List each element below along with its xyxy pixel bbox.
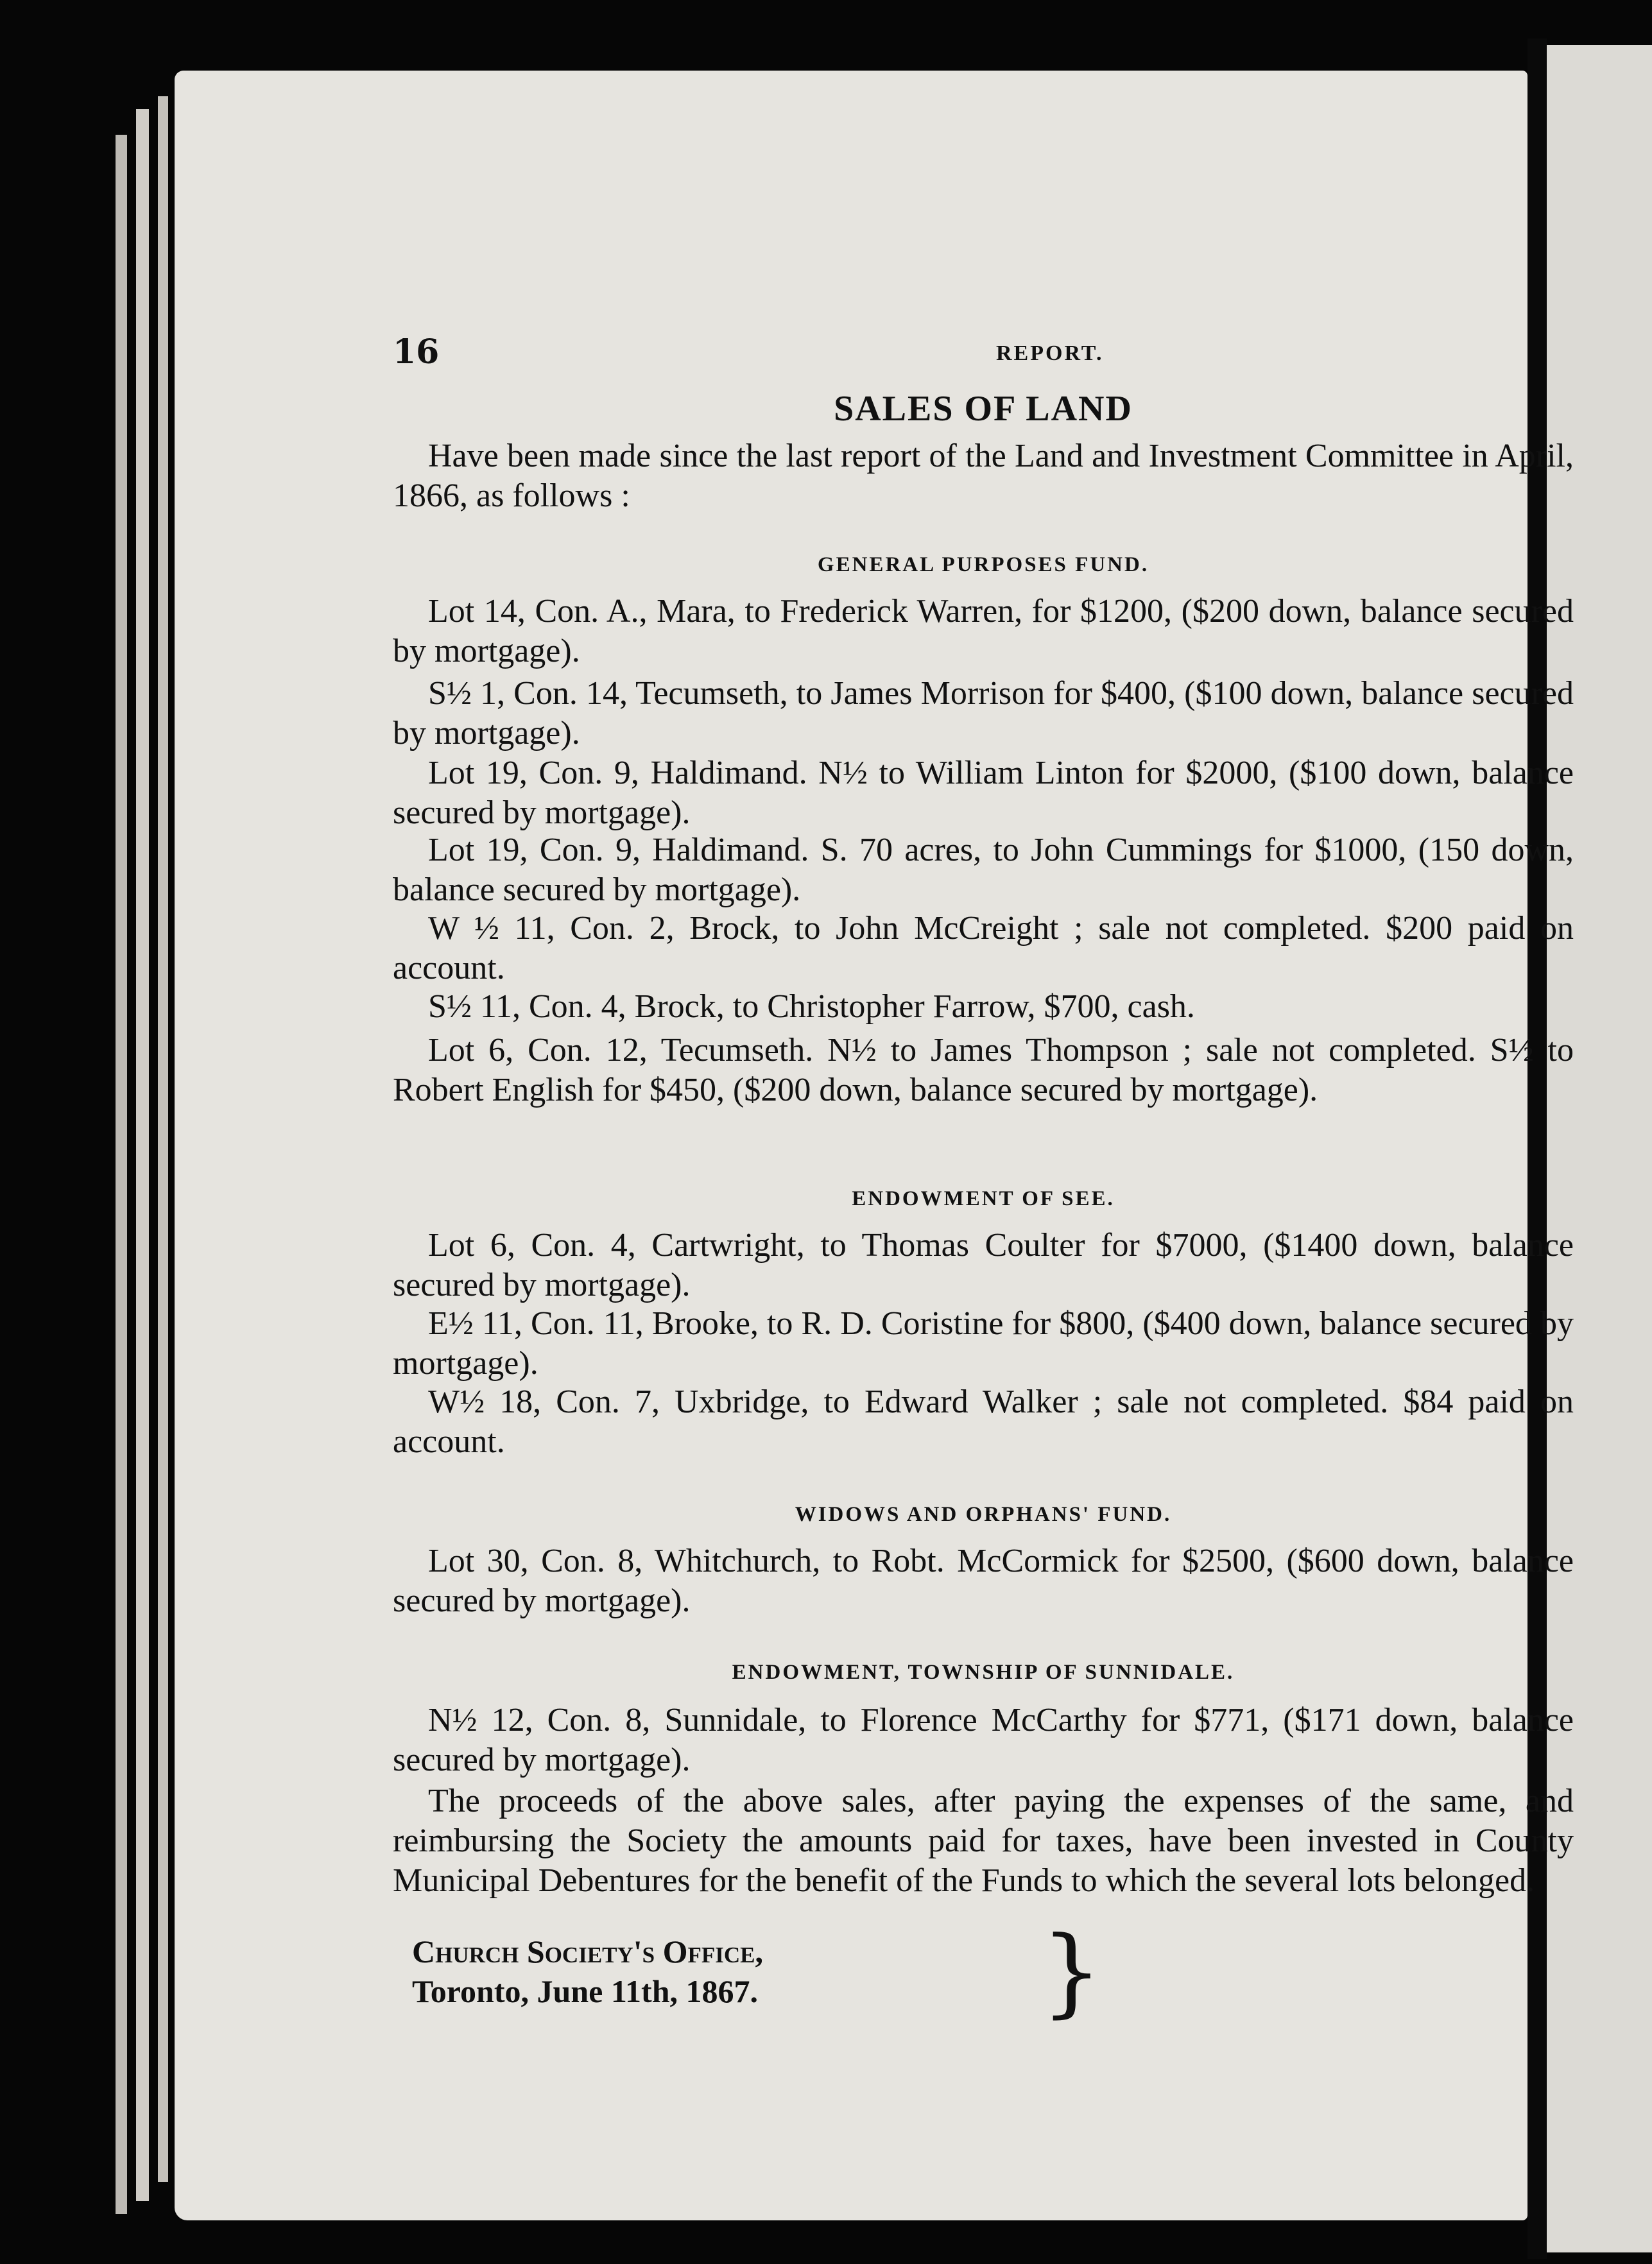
- signature-line-office: Church Society's Office,: [412, 1934, 764, 1969]
- running-head: REPORT.: [996, 341, 1104, 365]
- sale-entry: E½ 11, Con. 11, Brooke, to R. D. Coristine for $800, ($400 down, balance secured by mortgage).: [393, 1305, 1574, 1382]
- signature-line-date: Toronto, June 11th, 1867.: [412, 1973, 759, 2009]
- sale-entry: W ½ 11, Con. 2, Brock, to John McCreight ; sale not completed. $200 paid on account.: [393, 910, 1574, 986]
- sale-entry: S½ 1, Con. 14, Tecumseth, to James Morrison for $400, ($100 down, balance secured by mortgage).: [393, 675, 1574, 751]
- section-heading-endowment-of-see: ENDOWMENT OF SEE.: [852, 1187, 1115, 1210]
- page-stack-edge: [116, 135, 127, 2214]
- sale-entry: W½ 18, Con. 7, Uxbridge, to Edward Walker ; sale not completed. $84 paid on account.: [393, 1384, 1574, 1460]
- sale-entry: Lot 30, Con. 8, Whitchurch, to Robt. McCormick for $2500, ($600 down, balance secured by mortgage).: [393, 1543, 1574, 1619]
- sale-entry: N½ 12, Con. 8, Sunnidale, to Florence McCarthy for $771, ($171 down, balance secured by mortgage).: [393, 1702, 1574, 1778]
- section-heading-sunnidale: ENDOWMENT, TOWNSHIP OF SUNNIDALE.: [732, 1661, 1235, 1684]
- sale-entry: Lot 6, Con. 12, Tecumseth. N½ to James Thompson ; sale not completed. S½ to Robert English for $450, ($200 down, balance secured by mortgage).: [393, 1032, 1574, 1108]
- section-heading-widows-orphans-fund: WIDOWS AND ORPHANS' FUND.: [795, 1503, 1172, 1526]
- page-stack-edge: [158, 96, 168, 2182]
- sale-entry: Lot 14, Con. A., Mara, to Frederick Warren, for $1200, ($200 down, balance secured by mortgage).: [393, 593, 1574, 669]
- intro-paragraph: Have been made since the last report of the Land and Investment Committee in April, 1866, as follows :: [393, 438, 1574, 514]
- page-stack-edge: [136, 109, 149, 2201]
- sale-entry: Lot 19, Con. 9, Haldimand. N½ to William Linton for $2000, ($100 down, balance secured by mortgage).: [393, 755, 1574, 831]
- section-heading-general-purposes: GENERAL PURPOSES FUND.: [817, 553, 1149, 576]
- signature-block: [412, 1932, 763, 2011]
- signature-brace: }: [1041, 1916, 1103, 2028]
- page-title: SALES OF LAND: [834, 389, 1133, 429]
- closing-paragraph: The proceeds of the above sales, after paying the expenses of the same, and reimbursing the Society the amounts paid for taxes, have been invested in County Municipal Debentures for the benefit of the Funds to which the several lots belonged.: [393, 1783, 1574, 1899]
- book-page: [175, 71, 1574, 2220]
- sale-entry: S½ 11, Con. 4, Brock, to Christopher Farrow, $700, cash.: [428, 988, 1195, 1025]
- sale-entry: Lot 6, Con. 4, Cartwright, to Thomas Coulter for $7000, ($1400 down, balance secured by mortgage).: [393, 1227, 1574, 1303]
- page-number: 16: [393, 332, 440, 372]
- sale-entry: Lot 19, Con. 9, Haldimand. S. 70 acres, to John Cummings for $1000, (150 down, balance secured by mortgage).: [393, 832, 1574, 908]
- running-header: [393, 332, 1574, 377]
